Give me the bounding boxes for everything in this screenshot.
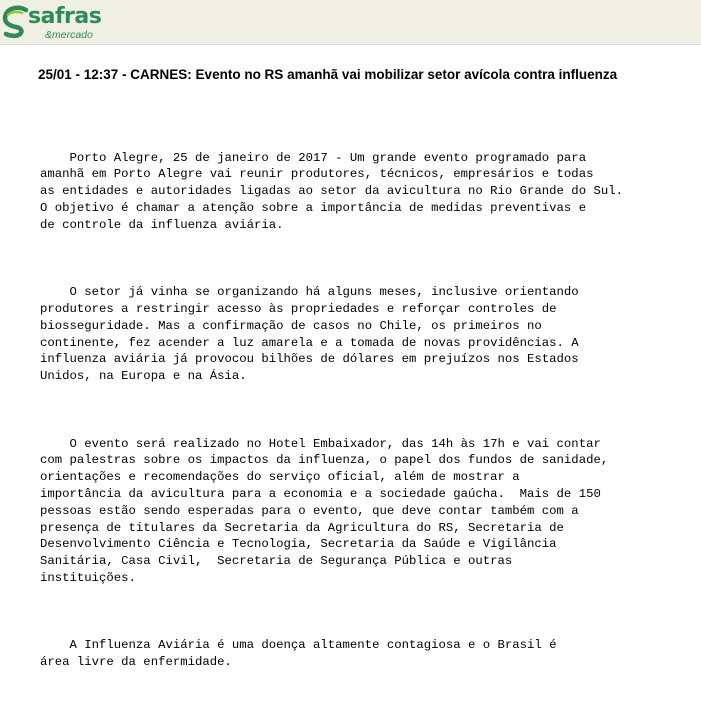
logo-swoosh-icon xyxy=(1,4,31,42)
safras-logo[interactable] xyxy=(1,4,101,42)
article-body xyxy=(40,116,695,705)
article-paragraph: O setor já vinha se organizando há alguns meses, inclusive orientando produtores a restringir acesso às propriedades e reforçar controles de biosseguridade. Mas a confirmação de casos no Chile, os primeiros no continente, fez acender a luz amarela e a tomada de novas providências. A influenza aviária já provocou bilhões de dólares em prejuízos nos Estados Unidos, na Europa e na Ásia. xyxy=(40,285,579,384)
article-title: 25/01 - 12:37 - CARNES: Evento no RS amanhã vai mobilizar setor avícola contra influenza xyxy=(38,67,618,82)
logo-subtitle: &mercado xyxy=(45,29,93,41)
article-paragraph: Porto Alegre, 25 de janeiro de 2017 - Um grande evento programado para amanhã em Porto Alegre vai reunir produtores, técnicos, empresários e todas as entidades e autoridades ligadas ao setor da avicultura no Rio Grande do Sul. O objetivo é chamar a atenção sobre a importância de medidas preventivas e de controle da influenza aviária. xyxy=(40,150,623,232)
article-paragraph: O evento será realizado no Hotel Embaixador, das 14h às 17h e vai contar com palestras sobre os impactos da influenza, o papel dos fundos de sanidade, orientações e recomendações do serviço oficial, além de mostrar a importância da avicultura para a economia e a sociedade gaúcha. Mais de 150 pessoas estão sendo esperadas para o evento, que deve contar também com a presença de titulares da Secretaria da Agricultura do RS, Secretaria de Desenvolvimento Ciência e Tecnologia, Secretaria da Saúde e Vigilância Sanitária, Casa Civil, Secretaria de Segurança Pública e outras instituições. xyxy=(40,436,609,585)
logo-wordmark: safras xyxy=(28,4,102,29)
site-header xyxy=(0,0,701,45)
article-paragraph: A Influenza Aviária é uma doença altamente contagiosa e o Brasil é área livre da enfermidade. xyxy=(40,638,557,670)
